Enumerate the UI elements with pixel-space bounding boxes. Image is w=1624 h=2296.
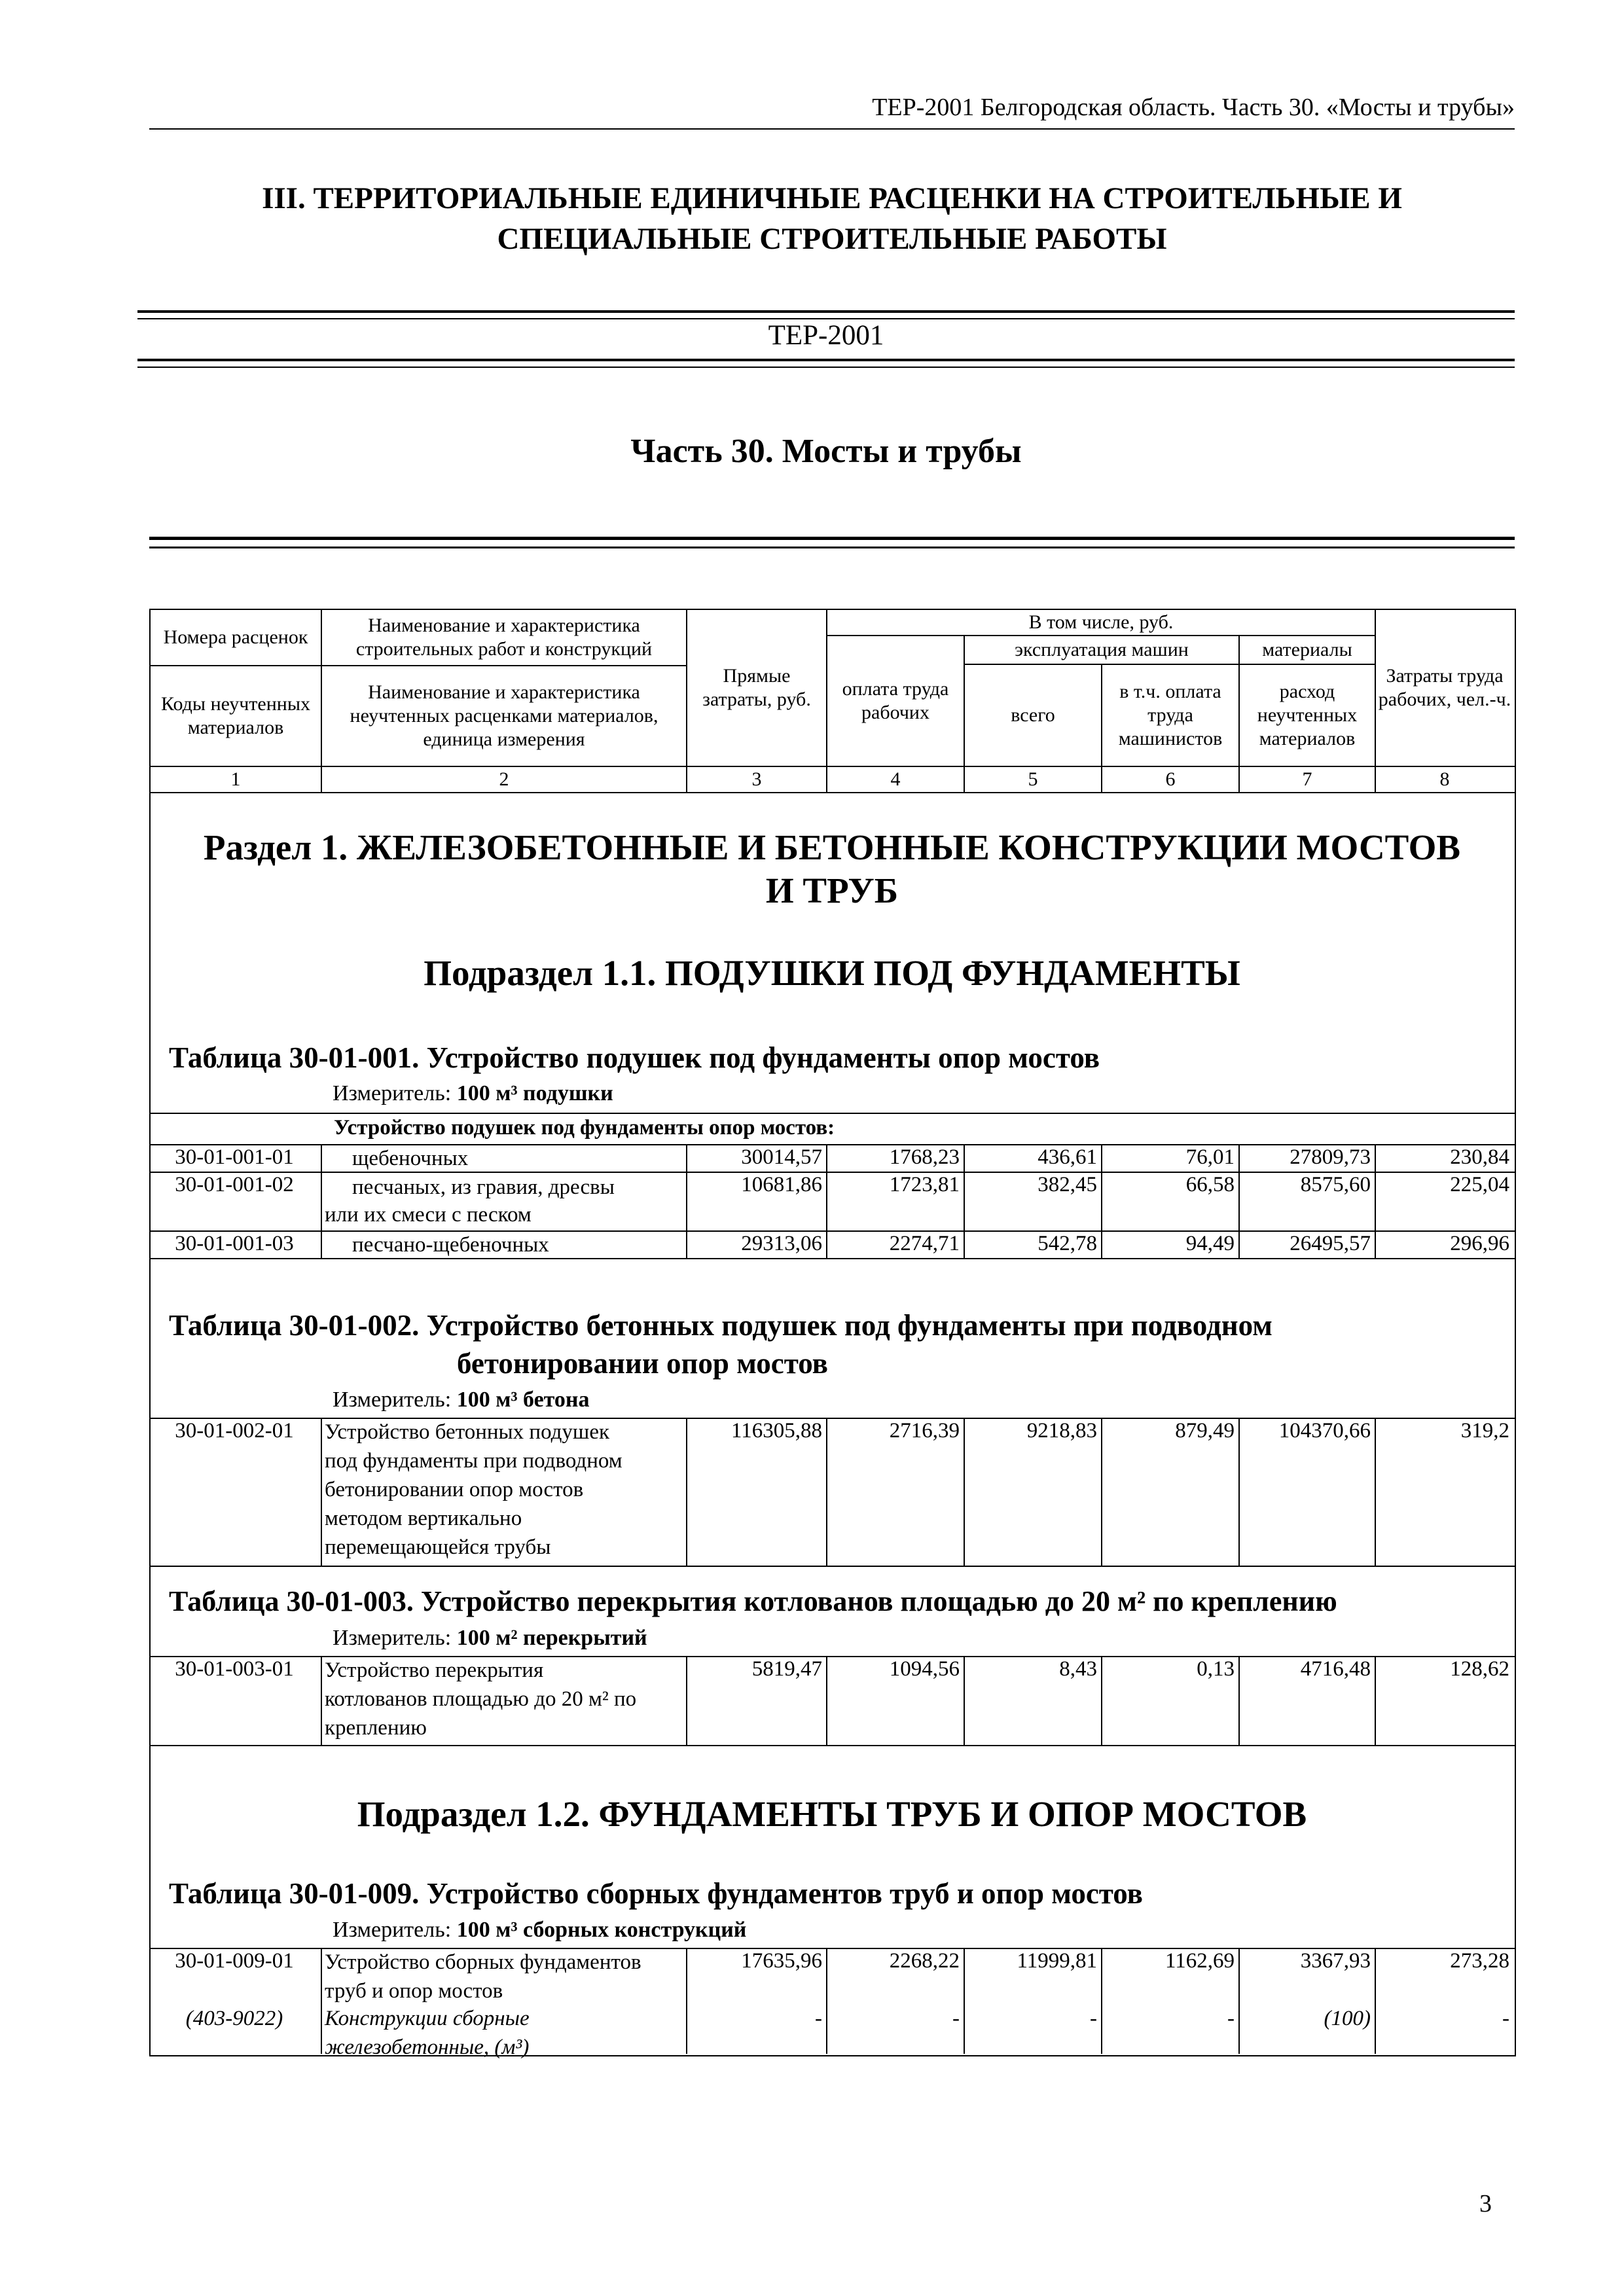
table-title-002-line2: бетонировании опор мостов: [457, 1347, 828, 1380]
header-direct-costs: Прямые затраты, руб.: [702, 665, 811, 710]
part-title: Часть 30. Мосты и трубы: [630, 433, 1022, 470]
materials-cost: 26495,57: [1290, 1232, 1371, 1255]
material-code: (403-9022): [185, 2007, 283, 2030]
rate-code: 30-01-001-02: [175, 1173, 294, 1196]
labor-pay: 2716,39: [889, 1419, 960, 1443]
work-name: щебеночных: [352, 1147, 469, 1170]
labor-hours: 319,2: [1460, 1419, 1509, 1443]
header-machines: эксплуатация машин: [1015, 639, 1189, 660]
work-name: песчано-щебеночных: [352, 1233, 549, 1257]
labor-hours: 230,84: [1450, 1145, 1509, 1169]
column-number: 1: [230, 768, 241, 790]
measure-003: Измеритель: 100 м² перекрытий: [333, 1626, 647, 1650]
material-name: Конструкции сборные железобетонные, (м³): [325, 2007, 530, 2059]
operators-pay: 1162,69: [1164, 1949, 1235, 1973]
labor-pay: 2274,71: [889, 1232, 960, 1255]
section-title-line2: И ТРУБ: [765, 870, 899, 910]
work-name: Устройство перекрытия котлованов площадью до 20 м² по креплению: [325, 1659, 637, 1740]
rate-code: 30-01-001-01: [175, 1145, 294, 1169]
main-title-line1: III. ТЕРРИТОРИАЛЬНЫЕ ЕДИНИЧНЫЕ РАСЦЕНКИ НА СТРОИТЕЛЬНЫЕ И: [262, 181, 1402, 215]
machines-total: 436,61: [1038, 1145, 1097, 1169]
main-title-line2: СПЕЦИАЛЬНЫЕ СТРОИТЕЛЬНЫЕ РАБОТЫ: [497, 222, 1167, 256]
column-number: 3: [751, 768, 762, 790]
materials-cost: 104370,66: [1278, 1419, 1371, 1443]
ter-label: ТЕР-2001: [768, 320, 884, 351]
operators-pay: 94,49: [1185, 1232, 1235, 1255]
work-name: песчаных, из гравия, дресвы: [352, 1175, 615, 1199]
running-header: ТЕР-2001 Белгородская область. Часть 30. «Мосты и трубы»: [872, 94, 1515, 121]
rate-code: 30-01-001-03: [175, 1232, 294, 1255]
table-title-002: [169, 1306, 1272, 1382]
ter-rule-bottom: [137, 359, 1515, 368]
section-title-line1: Раздел 1. ЖЕЛЕЗОБЕТОННЫЕ И БЕТОННЫЕ КОНСТРУКЦИИ МОСТОВ: [203, 827, 1461, 867]
material-usage: (100): [1324, 2007, 1371, 2030]
header-operators-pay: в т.ч. оплата труда машинистов: [1118, 681, 1223, 749]
labor-pay: -: [952, 2007, 960, 2030]
subsection-title-1-2: Подраздел 1.2. ФУНДАМЕНТЫ ТРУБ И ОПОР МОСТОВ: [357, 1794, 1307, 1834]
operators-pay: 76,01: [1185, 1145, 1235, 1169]
column-number: 7: [1302, 768, 1312, 790]
labor-pay: 1094,56: [889, 1657, 960, 1681]
subsection-title-1-1: Подраздел 1.1. ПОДУШКИ ПОД ФУНДАМЕНТЫ: [424, 953, 1240, 993]
labor-pay: 1723,81: [889, 1173, 960, 1196]
labor-hours: 273,28: [1450, 1949, 1509, 1973]
operators-pay: 66,58: [1185, 1173, 1235, 1196]
machines-total: 382,45: [1038, 1173, 1097, 1196]
operators-pay: 879,49: [1175, 1419, 1235, 1443]
ter-rule-top: [137, 310, 1515, 319]
work-name: Устройство бетонных подушек под фундаменты при подводном бетонировании опор мостов методом вертикально перемещающейся трубы: [325, 1420, 623, 1559]
rate-code: 30-01-002-01: [175, 1419, 294, 1443]
direct-costs: -: [815, 2007, 822, 2030]
page-number: 3: [1479, 2190, 1492, 2217]
rate-code: 30-01-003-01: [175, 1657, 294, 1681]
labor-hours: 296,96: [1450, 1232, 1509, 1255]
column-number: 2: [499, 768, 509, 790]
labor-hours: 128,62: [1450, 1657, 1509, 1681]
header-materials: материалы: [1262, 639, 1352, 660]
machines-total: 11999,81: [1017, 1949, 1097, 1973]
group-line-001: Устройство подушек под фундаменты опор мостов:: [334, 1116, 835, 1139]
column-number: 5: [1028, 768, 1038, 790]
measure-001: Измеритель: 100 м³ подушки: [333, 1081, 613, 1105]
part-rule: [149, 537, 1515, 548]
header-material-codes: Коды неучтенных материалов: [161, 693, 310, 738]
measure-009: Измеритель: 100 м³ сборных конструкций: [333, 1918, 747, 1942]
table-title-009: Таблица 30-01-009. Устройство сборных фундаментов труб и опор мостов: [169, 1877, 1143, 1910]
work-name-continued: или их смеси с песком: [325, 1203, 532, 1227]
section-title: [151, 826, 1513, 912]
header-labor-pay: оплата труда рабочих: [842, 678, 949, 723]
header-including: В том числе, руб.: [1028, 611, 1174, 633]
main-title: [149, 178, 1515, 259]
column-number: 6: [1165, 768, 1176, 790]
measure-002: Измеритель: 100 м³ бетона: [333, 1388, 590, 1412]
header-machines-total: всего: [1011, 704, 1055, 726]
labor-hours: 225,04: [1450, 1173, 1509, 1196]
materials-cost: 3367,93: [1300, 1949, 1371, 1973]
labor-hours: -: [1502, 2007, 1509, 2030]
direct-costs: 5819,47: [751, 1657, 822, 1681]
labor-pay: 2268,22: [889, 1949, 960, 1973]
materials-cost: 4716,48: [1300, 1657, 1371, 1681]
column-number: 4: [890, 768, 901, 790]
materials-cost: 27809,73: [1290, 1145, 1371, 1169]
table-title-003: Таблица 30-01-003. Устройство перекрытия котлованов площадью до 20 м² по креплению: [169, 1585, 1337, 1617]
machines-total: 8,43: [1059, 1657, 1097, 1681]
operators-pay: 0,13: [1197, 1657, 1235, 1681]
header-work-name: Наименование и характеристика строительных работ и конструкций: [355, 615, 653, 660]
header-rule: [149, 128, 1515, 130]
work-name: Устройство сборных фундаментов труб и опор мостов: [325, 1950, 641, 2003]
direct-costs: 29313,06: [741, 1232, 822, 1255]
labor-pay: 1768,23: [889, 1145, 960, 1169]
header-rate-numbers: Номера расценок: [163, 626, 308, 648]
direct-costs: 116305,88: [731, 1419, 822, 1443]
machines-total: 9218,83: [1026, 1419, 1097, 1443]
machines-total: 542,78: [1038, 1232, 1097, 1255]
direct-costs: 10681,86: [741, 1173, 822, 1196]
direct-costs: 17635,96: [741, 1949, 822, 1973]
table-title-002-line1: Таблица 30-01-002. Устройство бетонных подушек под фундаменты при подводном: [169, 1309, 1272, 1342]
header-material-name: Наименование и характеристика неучтенных расценками материалов, единица измерения: [350, 681, 659, 750]
header-labor-hours: Затраты труда рабочих, чел.-ч.: [1378, 665, 1511, 710]
header-material-usage: расход неучтенных материалов: [1257, 681, 1358, 749]
materials-cost: 8575,60: [1300, 1173, 1371, 1196]
direct-costs: 30014,57: [741, 1145, 822, 1169]
machines-total: -: [1090, 2007, 1097, 2030]
operators-pay: -: [1227, 2007, 1235, 2030]
rate-code: 30-01-009-01: [175, 1949, 294, 1973]
column-number: 8: [1439, 768, 1450, 790]
table-title-001: Таблица 30-01-001. Устройство подушек под фундаменты опор мостов: [169, 1041, 1100, 1074]
